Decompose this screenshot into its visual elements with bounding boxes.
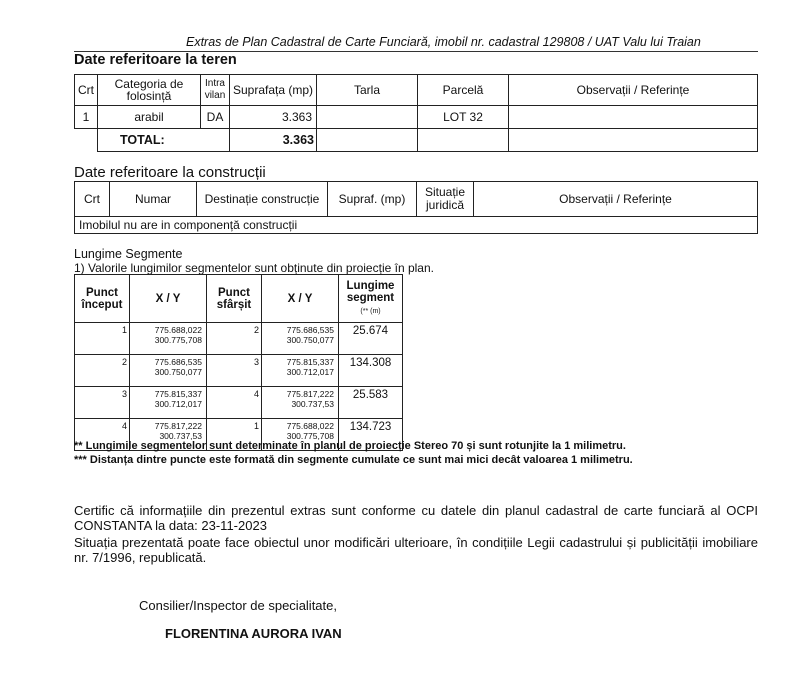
segmente-header-row [75, 275, 403, 323]
footnote-1: ** Lungimile segmentelor sunt determinate în planul de proiecție Stereo 70 și sunt rotunjite la 1 milimetru. [74, 440, 626, 452]
start-y: 300.712,017 [154, 399, 202, 409]
col-lungime-unit: (** (m) [360, 307, 381, 315]
total-tarla [317, 129, 418, 152]
cell-categoria: arabil [98, 106, 201, 129]
segmente-table [74, 274, 403, 451]
start-y: 300.750,077 [154, 367, 202, 377]
cell-end-xy [262, 355, 339, 387]
teren-section-title: Date referitoare la teren [74, 52, 237, 68]
cell-end: 2 [207, 323, 262, 355]
signer-name: FLORENTINA AURORA IVAN [165, 626, 342, 641]
segmente-note: 1) Valorile lungimilor segmentelor sunt obținute din proiecție în plan. [74, 261, 434, 275]
cell-length: 134.308 [339, 355, 403, 387]
certificare-paragraph-1: Certific că informațiile din prezentul extras sunt conforme cu datele din planul cadastral de carte funciară al OCPI CONSTANTA la data: 23-11-2023 [74, 503, 758, 533]
total-label: TOTAL: [98, 129, 230, 152]
table-row [75, 217, 758, 234]
table-row [75, 106, 758, 129]
cell-end-xy [262, 387, 339, 419]
end-x: 775.686,535 [286, 325, 334, 335]
end-y: 300.737,53 [291, 399, 334, 409]
teren-header-row [75, 75, 758, 106]
start-y: 300.775,708 [154, 335, 202, 345]
col-tarla: Tarla [317, 75, 418, 106]
table-row [75, 387, 403, 419]
document-header: Extras de Plan Cadastral de Carte Funciară, imobil nr. cadastral 129808 / UAT Valu lui Traian [186, 35, 701, 49]
end-y: 300.750,077 [286, 335, 334, 345]
total-value: 3.363 [230, 129, 317, 152]
col-observatii: Observații / Referințe [509, 75, 758, 106]
end-y: 300.775,708 [286, 431, 334, 441]
col-xy-start: X / Y [130, 275, 207, 323]
start-x: 775.817,222 [154, 421, 202, 431]
end-x: 775.815,337 [286, 357, 334, 367]
certificare-paragraph-2: Situația prezentată poate face obiectul unor modificări ulterioare, în condițiile Legii cadastrului și publicității imobiliare nr. 7/1996, republicată. [74, 535, 758, 565]
end-x: 775.817,222 [286, 389, 334, 399]
start-y: 300.737,53 [159, 431, 202, 441]
cell-tarla [317, 106, 418, 129]
cell-observatii [509, 106, 758, 129]
cell-end: 1 [207, 419, 262, 451]
end-y: 300.712,017 [286, 367, 334, 377]
col-punct-sfarsit: Punct sfârșit [207, 275, 262, 323]
col-parcela: Parcelă [418, 75, 509, 106]
cell-length: 25.674 [339, 323, 403, 355]
col-situatie: Situație juridică [417, 182, 474, 217]
cell-start-xy [130, 387, 207, 419]
cell-start: 4 [75, 419, 130, 451]
col-crt: Crt [75, 75, 98, 106]
total-parcela [418, 129, 509, 152]
cell-start: 1 [75, 323, 130, 355]
total-spacer [75, 129, 98, 152]
cell-end: 4 [207, 387, 262, 419]
cell-end: 3 [207, 355, 262, 387]
cell-end-xy [262, 323, 339, 355]
constructii-header-row [75, 182, 758, 217]
total-row [75, 129, 758, 152]
cell-start-xy [130, 323, 207, 355]
cell-length: 25.583 [339, 387, 403, 419]
signer-role: Consilier/Inspector de specialitate, [139, 598, 337, 613]
col-suprafata: Supraf. (mp) [328, 182, 417, 217]
cell-intravilan: DA [201, 106, 230, 129]
segmente-title: Lungime Segmente [74, 247, 183, 261]
col-categoria: Categoria de folosință [98, 75, 201, 106]
cell-start: 2 [75, 355, 130, 387]
table-row [75, 323, 403, 355]
cell-start-xy [130, 355, 207, 387]
end-x: 775.688,022 [286, 421, 334, 431]
cell-suprafata: 3.363 [230, 106, 317, 129]
cell-parcela: LOT 32 [418, 106, 509, 129]
empty-note: Imobilul nu are in componență construcții [75, 217, 758, 234]
col-numar: Numar [110, 182, 197, 217]
cell-crt: 1 [75, 106, 98, 129]
total-observatii [509, 129, 758, 152]
col-punct-inceput: Punct început [75, 275, 130, 323]
col-suprafata: Suprafața (mp) [230, 75, 317, 106]
teren-table [74, 74, 758, 152]
table-row [75, 355, 403, 387]
col-crt: Crt [75, 182, 110, 217]
start-x: 775.686,535 [154, 357, 202, 367]
col-intravilan: Intra vilan [201, 75, 230, 106]
start-x: 775.815,337 [154, 389, 202, 399]
cell-start: 3 [75, 387, 130, 419]
col-xy-end: X / Y [262, 275, 339, 323]
col-lungime-label: Lungime segment [346, 279, 395, 304]
start-x: 775.688,022 [154, 325, 202, 335]
footnote-2: *** Distanța dintre puncte este formată din segmente cumulate ce sunt mai mici decât valoarea 1 milimetru. [74, 454, 633, 466]
col-observatii: Observații / Referințe [474, 182, 758, 217]
constructii-table [74, 181, 758, 234]
constructii-section-title: Date referitoare la construcții [74, 164, 266, 181]
col-lungime [339, 275, 403, 323]
cell-length: 134.723 [339, 419, 403, 451]
col-destinatie: Destinație construcție [197, 182, 328, 217]
